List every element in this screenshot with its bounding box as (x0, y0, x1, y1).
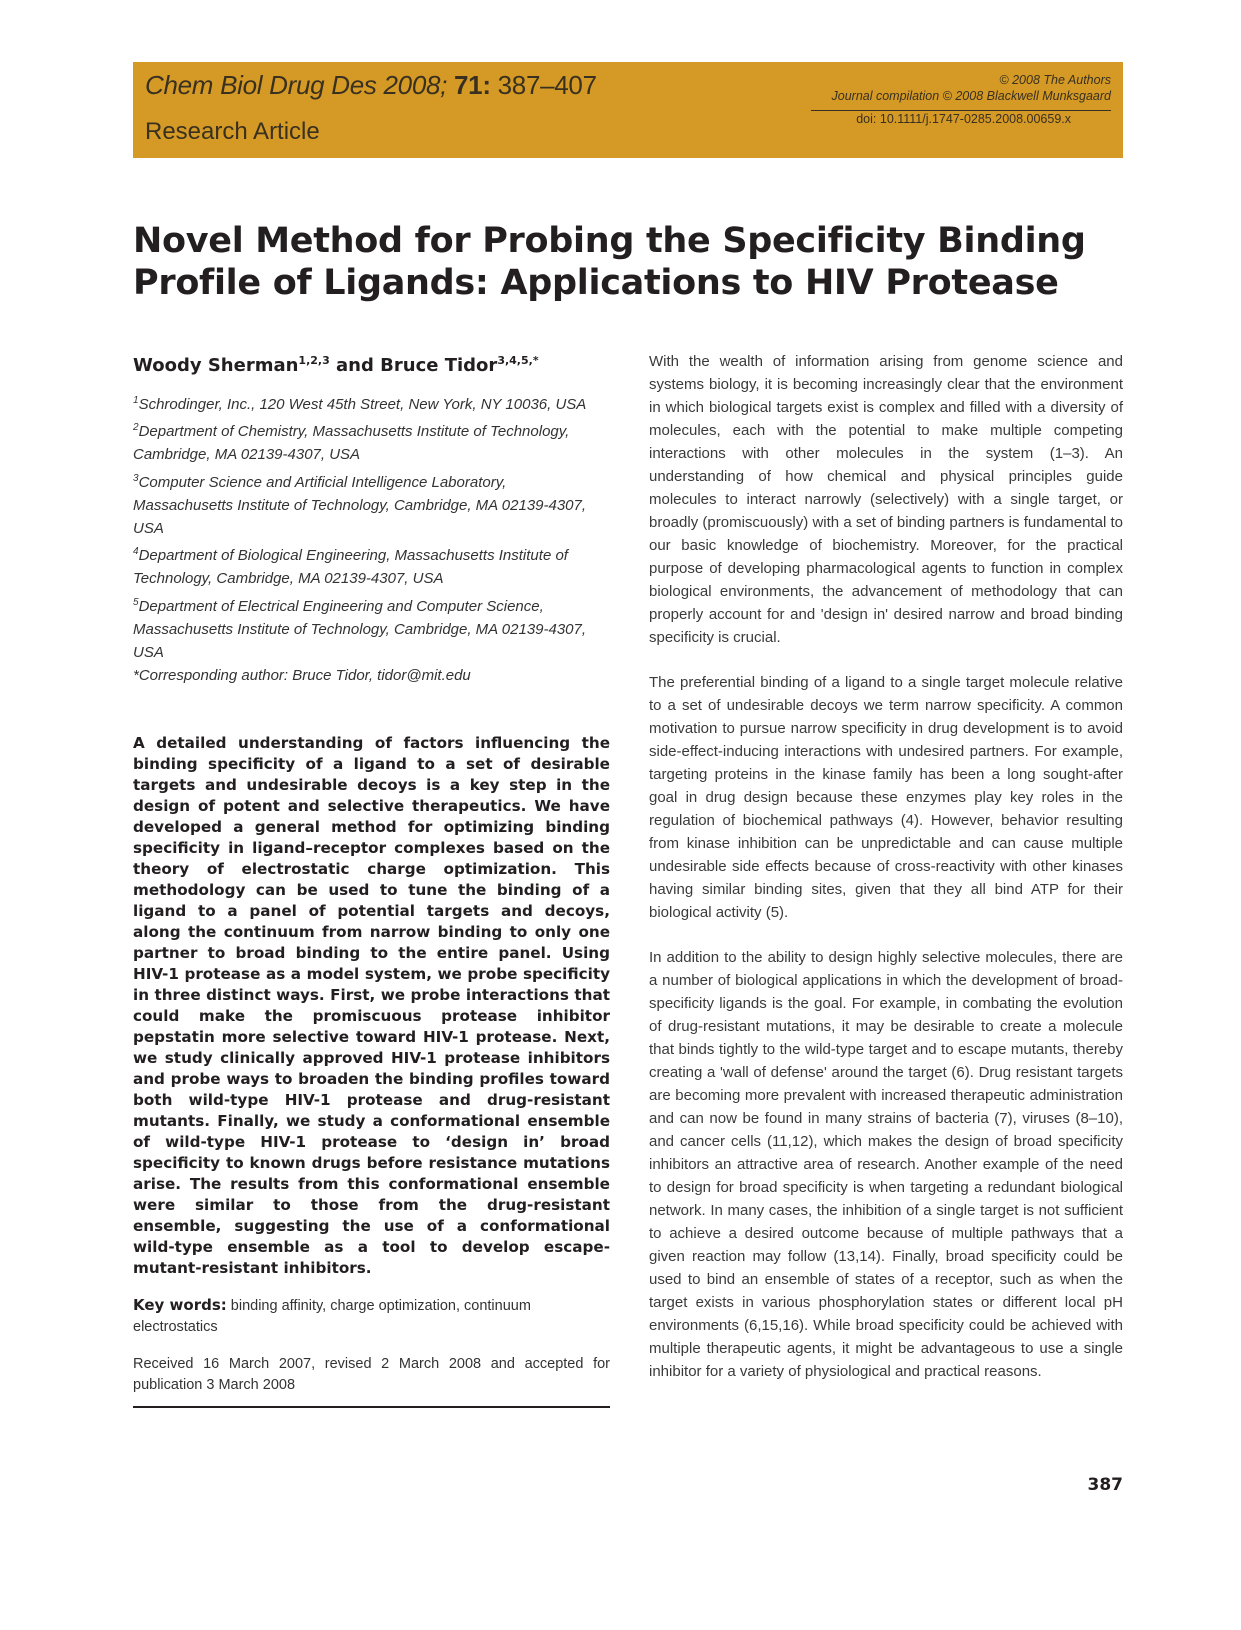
journal-header-band (133, 62, 1123, 158)
copyright-line-2: Journal compilation © 2008 Blackwell Munksgaard (831, 89, 1111, 103)
author-1-affiliation-marks: 1,2,3 (298, 354, 330, 367)
affiliation-text: Department of Chemistry, Massachusetts Institute of Technology, Cambridge, MA 02139-4307, USA (133, 423, 570, 464)
body-paragraph: The preferential binding of a ligand to a single target molecule relative to a set of undesirable decoys we term narrow specificity. A common motivation to pursue narrow specificity in drug development is to avoid side-effect-inducing interactions with undesired partners. For example, targeting proteins in the kinase family has been a long sought-after goal in drug design because these enzymes play key roles in the regulation of biochemical pathways (4). However, behavior resulting from kinase inhibition can be unpredictable and can cause multiple undesirable side effects because of cross-reactivity with other kinases having similar binding sites, given that they all bind ATP for their biological activity (5). (649, 674, 1123, 921)
journal-volume: 71: (454, 70, 491, 100)
author-2-affiliation-marks (497, 354, 538, 367)
abstract: A detailed understanding of factors influencing the binding specificity of a ligand to a set of desirable targets and undesirable decoys is a key step in the design of potent and selective therapeutics. We have developed a general method for optimizing binding specificity in ligand–receptor complexes based on the theory of electrostatic charge optimization. This methodology can be used to tune the binding of a ligand to a panel of potential targets and decoys, along the continuum from narrow binding to only one partner to broad binding to the entire panel. Using HIV-1 protease as a model system, we probe specificity in three distinct ways. First, we probe interactions that could make the promiscuous protease inhibitor pepstatin more selective toward HIV-1 protease. Next, we study clinically approved HIV-1 protease inhibitors and probe ways to broaden the binding profiles toward both wild-type HIV-1 protease and drug-resistant mutants. Finally, we study a conformational ensemble of wild-type HIV-1 protease to ‘design in’ broad specificity to known drugs before resistance mutations arise. The results from this conformational ensemble were similar to those from the drug-resistant ensemble, suggesting the use of a conformational wild-type ensemble as a tool to develop escape-mutant-resistant inhibitors. (133, 734, 610, 1278)
body-paragraph: With the wealth of information arising from genome science and systems biology, it is becoming increasingly clear that the environment in which biological targets exist is complex and filled with a diversity of molecules, each with the potential to make multiple competing interactions with other molecules in the system (1–3). An understanding of how chemical and physical principles guide molecules to interact narrowly (selectively) with a single target, or broadly (promiscuously) with a set of binding partners is fundamental to our basic knowledge of biochemistry. Moreover, for the practical purpose of developing pharmacological agents to function in complex biological environments, the advancement of methodology that can properly account for and 'design in' desired narrow and broad binding specificity is crucial. (649, 353, 1123, 646)
keywords (133, 1295, 610, 1338)
author-list (133, 348, 610, 379)
front-matter-divider (133, 1406, 610, 1408)
page-number: 387 (1087, 1475, 1123, 1495)
affiliation-text: Department of Biological Engineering, Massachusetts Institute of Technology, Cambridge, MA 02139-4307, USA (133, 547, 568, 588)
affiliation-number: 1 (133, 395, 139, 406)
affiliation-item (133, 591, 610, 665)
article-title: Novel Method for Probing the Specificity Binding Profile of Ligands: Applications to HIV Protease (133, 221, 1086, 303)
doi[interactable]: doi: 10.1111/j.1747-0285.2008.00659.x (856, 112, 1071, 126)
affiliation-item (133, 389, 610, 416)
affiliation-number: 3 (133, 472, 139, 484)
affiliation-item (133, 416, 610, 466)
body-paragraph: In addition to the ability to design highly selective molecules, there are a number of biological applications in which the development of broad-specificity ligands is the goal. For example, in combating the evolution of drug-resistant mutations, it may be desirable to create a molecule that binds tightly to the wild-type target and to escape mutants, thereby creating a 'wall of defense' around the target (6). Drug resistant targets are becoming more prevalent with increased therapeutic administration and can now be found in many strains of bacteria (7), viruses (8–10), and cancer cells (11,12), which makes the design of broad specificity inhibitors an attractive area of research. Another example of the need to design for broad specificity is when targeting a redundant biological network. In many cases, the inhibition of a single target is not sufficient to achieve a desired outcome because of multiple pathways that a given reaction may follow (13,14). Finally, broad specificity could be used to bind an ensemble of states of a receptor, such as when the target exists in various phosphorylation states or different local pH environments (6,15,16). While broad specificity could be achieved with multiple therapeutic agents, it might be advantageous to use a single inhibitor for a variety of physiological and practical reasons. (649, 949, 1123, 1380)
affiliation-text: Department of Electrical Engineering and Computer Science, Massachusetts Institute of Technology, Cambridge, MA 02139-4307, USA (133, 597, 587, 662)
keywords-text: binding affinity, charge optimization, continuum electrostatics (133, 1298, 531, 1336)
corresponding-mark: * (532, 354, 539, 367)
article-type: Research Article (145, 118, 320, 145)
corresponding-author: *Corresponding author: Bruce Tidor, tidor@mit.edu (133, 667, 471, 685)
received-dates: Received 16 March 2007, revised 2 March 2008 and accepted for publication 3 March 2008 (133, 1356, 610, 1394)
keywords-label: Key words: (133, 1296, 227, 1315)
author-2-affiliation-numbers: 3,4,5, (497, 354, 533, 367)
affiliation-item (133, 467, 610, 541)
right-column (649, 350, 1123, 1405)
left-column (133, 348, 610, 1408)
author-2-name: Bruce Tidor (380, 355, 498, 376)
copyright-line-1: © 2008 The Authors (999, 73, 1111, 87)
affiliation-text: Schrodinger, Inc., 120 West 45th Street, New York, NY 10036, USA (138, 396, 587, 413)
copyright-notice (832, 72, 1112, 104)
affiliation-number: 4 (133, 546, 139, 558)
affiliations (133, 389, 610, 687)
author-conjunction: and (336, 355, 374, 376)
affiliation-number: 2 (133, 422, 139, 434)
journal-name: Chem Biol Drug Des 2008; (145, 70, 448, 100)
author-1-name: Woody Sherman (133, 355, 299, 376)
affiliation-item (133, 540, 610, 590)
affiliation-text: Computer Science and Artificial Intelligence Laboratory, Massachusetts Institute of Technology, Cambridge, MA 02139-4307, USA (133, 473, 587, 538)
affiliation-number: 5 (133, 596, 139, 608)
journal-pages: 387–407 (497, 70, 597, 100)
journal-citation (145, 70, 597, 101)
copyright-divider (811, 110, 1111, 111)
